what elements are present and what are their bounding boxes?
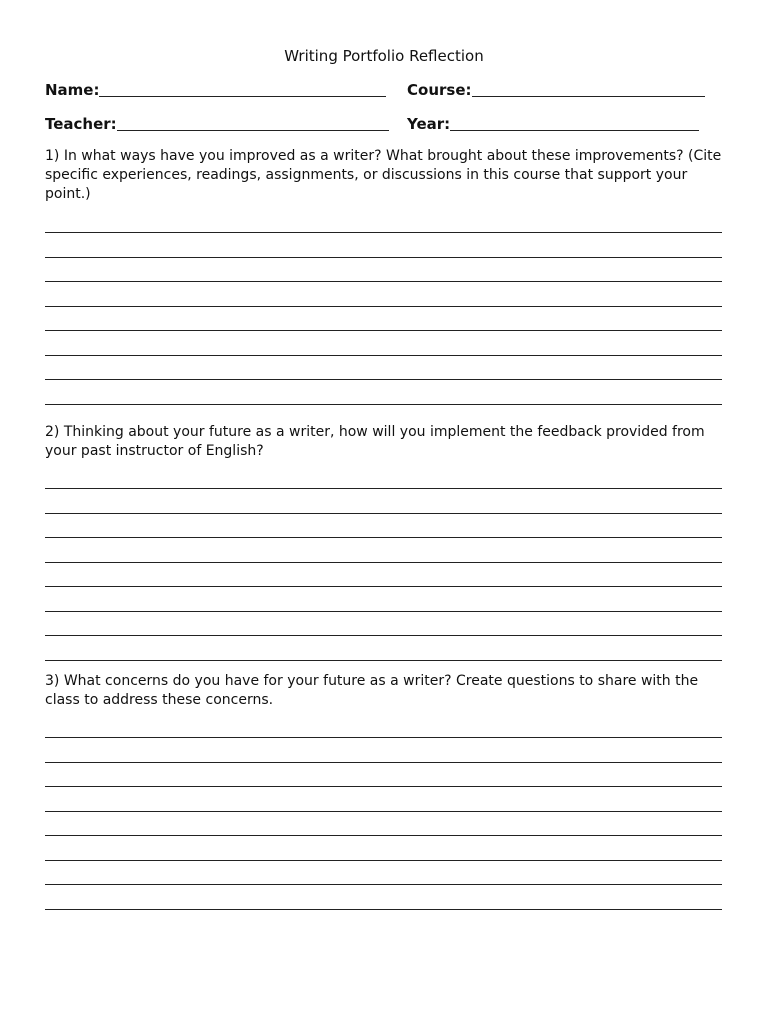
year-field[interactable] <box>407 112 699 134</box>
answer-line[interactable] <box>45 330 722 331</box>
name-field[interactable] <box>45 78 386 100</box>
name-blank[interactable] <box>99 95 386 97</box>
answer-line[interactable] <box>45 835 722 836</box>
answer-line[interactable] <box>45 762 722 763</box>
course-blank[interactable] <box>472 95 706 97</box>
year-label: Year: <box>407 115 451 133</box>
answer-line[interactable] <box>45 884 722 885</box>
name-label: Name: <box>45 81 100 99</box>
teacher-field[interactable] <box>45 112 389 134</box>
question-3: 3) What concerns do you have for your future as a writer? Create questions to share with the class to address these concerns. <box>45 673 699 708</box>
answer-lines-1[interactable] <box>45 232 722 428</box>
answer-line[interactable] <box>45 660 722 661</box>
answer-lines-2[interactable] <box>45 488 722 684</box>
answer-line[interactable] <box>45 355 722 356</box>
answer-lines-3[interactable] <box>45 737 722 933</box>
answer-line[interactable] <box>45 379 722 380</box>
answer-line[interactable] <box>45 635 722 636</box>
answer-line[interactable] <box>45 257 722 258</box>
answer-line[interactable] <box>45 513 722 514</box>
answer-line[interactable] <box>45 488 722 489</box>
answer-line[interactable] <box>45 306 722 307</box>
answer-line[interactable] <box>45 811 722 812</box>
answer-line[interactable] <box>45 586 722 587</box>
teacher-label: Teacher: <box>45 115 117 133</box>
answer-line[interactable] <box>45 786 722 787</box>
question-1: 1) In what ways have you improved as a writer? What brought about these improvements? (Cite specific experiences, readings, assignments, or discussions in this course that support your point.) <box>45 148 722 202</box>
answer-line[interactable] <box>45 281 722 282</box>
answer-line[interactable] <box>45 860 722 861</box>
question-2: 2) Thinking about your future as a writer, how will you implement the feedback provided from your past instructor of English? <box>45 424 705 459</box>
page-title: Writing Portfolio Reflection <box>284 47 484 65</box>
answer-line[interactable] <box>45 537 722 538</box>
answer-line[interactable] <box>45 611 722 612</box>
course-label: Course: <box>407 81 472 99</box>
teacher-blank[interactable] <box>117 129 389 131</box>
course-field[interactable] <box>407 78 705 100</box>
answer-line[interactable] <box>45 737 722 738</box>
year-blank[interactable] <box>450 129 699 131</box>
answer-line[interactable] <box>45 562 722 563</box>
answer-line[interactable] <box>45 232 722 233</box>
answer-line[interactable] <box>45 404 722 405</box>
answer-line[interactable] <box>45 909 722 910</box>
